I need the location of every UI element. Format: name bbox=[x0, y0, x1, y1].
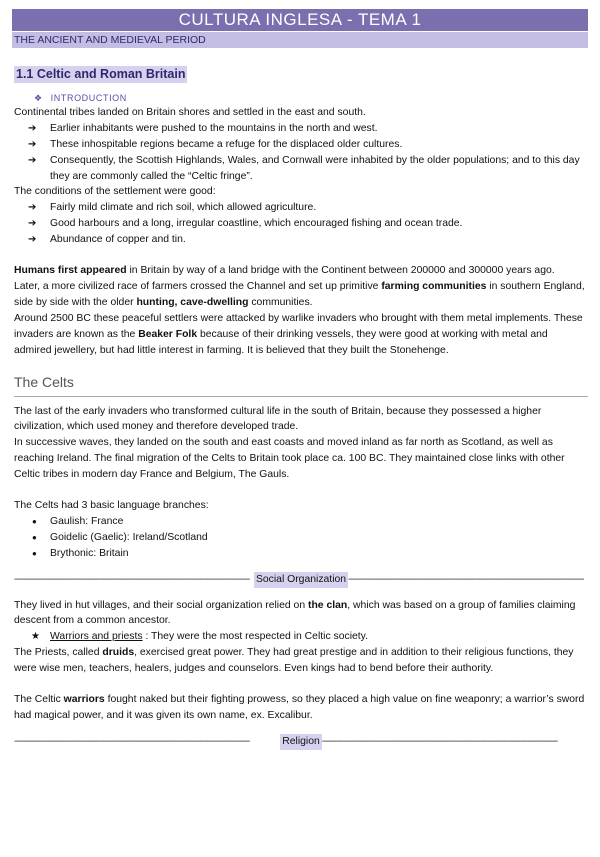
divider-label: Religion bbox=[280, 734, 322, 750]
subsection-heading: The Celts bbox=[14, 373, 74, 390]
list-item: ➔ Good harbours and a long, irregular coastline, which encouraged fishing and ocean trade. bbox=[14, 216, 588, 232]
paragraph: The last of the early invaders who transformed cultural life in the south of Britain, because they possessed a higher civilization, which used money and therefore developed trade. bbox=[14, 405, 542, 433]
paragraph: Around 2500 BC these peaceful settlers were attacked by warlike invaders who brought with them metal implements. These invaders are known as the Beaker Folk because of their drinking vessels, they were good at working with metal and admired jewellery, but had little interest in farming. It is believed that they built the Stonehenge. bbox=[14, 312, 583, 356]
horizontal-rule bbox=[14, 396, 588, 397]
paragraph: In successive waves, they landed on the south and east coasts and moved inland as far north as Scotland, as well as reaching Ireland. The final migration of the Celts to Britain took place ca. 100 BC. They maintained close links with other Celtic tribes in modern day France and Belgium, The Gauls. bbox=[14, 437, 565, 481]
list-item: ● Goidelic (Gaelic): Ireland/Scotland bbox=[14, 530, 588, 546]
intro-label: ❖ INTRODUCTION bbox=[34, 92, 127, 103]
list-item: ➔ Fairly mild climate and rich soil, which allowed agriculture. bbox=[14, 200, 588, 216]
list-item: ➔ Earlier inhabitants were pushed to the mountains in the north and west. bbox=[14, 121, 588, 137]
paragraph: Later, a more civilized race of farmers crossed the Channel and set up primitive farming communities in southern England, side by side with the older hunting, cave-dwelling communities. bbox=[14, 280, 585, 308]
list-item: ★ Warriors and priests : They were the most respected in Celtic society. bbox=[14, 629, 588, 645]
list-item: ➔ These inhospitable regions became a refuge for the displaced older cultures. bbox=[14, 137, 588, 153]
paragraph: They lived in hut villages, and their social organization relied on the clan, which was based on a group of families claiming descent from a common ancestor. bbox=[14, 599, 576, 627]
divider-label: Social Organization bbox=[254, 572, 348, 588]
section-divider: ----------------------------------------------------------------------------------------------------- Social Organization ----------------------------------------------------------------------------------------------------- bbox=[14, 572, 588, 588]
list-item: ➔ Consequently, the Scottish Highlands, Wales, and Cornwall were inhabited by the older populations; and to this day they are commonly called the “Celtic fringe”. bbox=[14, 153, 588, 185]
bullet-list bbox=[14, 514, 588, 562]
paragraph: Humans first appeared in Britain by way of a land bridge with the Continent between 200000 and 300000 years ago. bbox=[14, 265, 555, 277]
arrow-list bbox=[14, 200, 588, 248]
document-title: CULTURA INGLESA - TEMA 1 bbox=[12, 9, 588, 31]
list-item: ● Gaulish: France bbox=[14, 514, 588, 530]
paragraph: The Celtic warriors fought naked but their fighting prowess, so they placed a high value on fine weaponry; a warrior’s sword had magical power, and it was given its own name, ex. Excalibur. bbox=[14, 694, 585, 721]
arrow-list bbox=[14, 121, 588, 185]
paragraph: The conditions of the settlement were good: bbox=[14, 186, 216, 198]
paragraph: The Celts had 3 basic language branches: bbox=[14, 500, 209, 512]
section-divider: ----------------------------------------------------------------------------------------------------- Religion ----------------------------------------------------------------------------------------------------- bbox=[14, 734, 588, 750]
list-item: ● Brythonic: Britain bbox=[14, 546, 588, 562]
list-item: ➔ Abundance of copper and tin. bbox=[14, 232, 588, 248]
document-subtitle: THE ANCIENT AND MEDIEVAL PERIOD bbox=[12, 32, 588, 48]
diamond-bullet-icon: ❖ bbox=[34, 92, 43, 103]
document-body bbox=[0, 48, 600, 750]
paragraph: The Priests, called druids, exercised great power. They had great prestige and in addition to their religious functions, they were wise men, teachers, healers, judges and counselors. Even kings had to bend before their authority. bbox=[14, 647, 574, 675]
star-list bbox=[14, 629, 588, 645]
section-heading: 1.1 Celtic and Roman Britain bbox=[16, 67, 186, 81]
paragraph: Continental tribes landed on Britain shores and settled in the east and south. bbox=[14, 106, 366, 118]
